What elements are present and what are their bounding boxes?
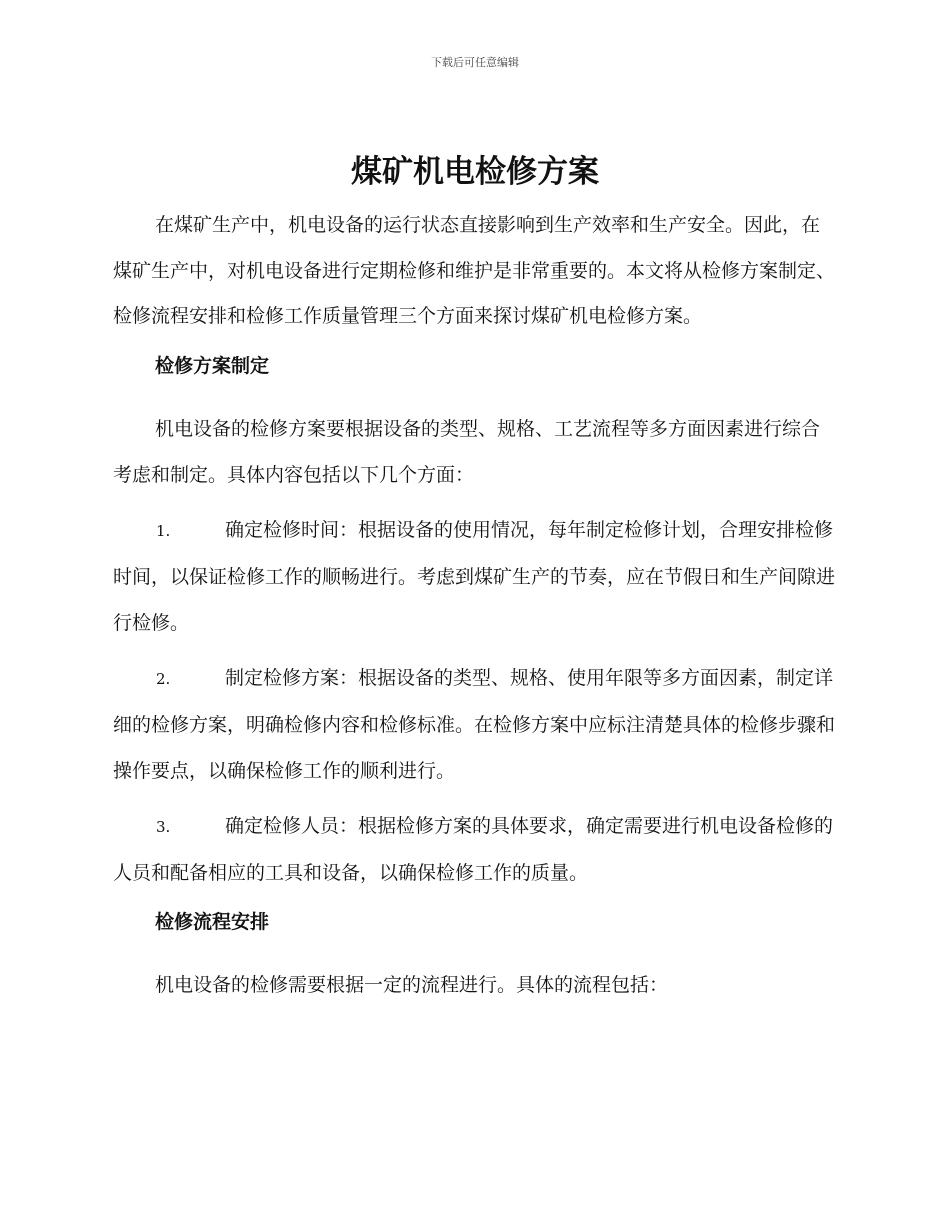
list-item-text: 确定检修时间：根据设备的使用情况，每年制定检修计划，合理安排检修时间，以保证检修工作的顺畅进行。考虑到煤矿生产的节奏，应在节假日和生产间隙进行检修。 <box>113 518 836 634</box>
intro-paragraph: 在煤矿生产中，机电设备的运行状态直接影响到生产效率和生产安全。因此，在煤矿生产中，对机电设备进行定期检修和维护是非常重要的。本文将从检修方案制定、检修流程安排和检修工作质量管理三个方面来探讨煤矿机电检修方案。 <box>113 214 836 327</box>
list-number: 2. <box>156 669 171 688</box>
document-body <box>113 203 835 1008</box>
document-title: 煤矿机电检修方案 <box>351 154 599 190</box>
list-item <box>113 803 835 896</box>
list-number: 1. <box>156 521 171 540</box>
section-plan-intro: 机电设备的检修方案要根据设备的类型、规格、工艺流程等多方面因素进行综合考虑和制定。具体内容包括以下几个方面： <box>113 417 821 486</box>
list-item-text: 确定检修人员：根据检修方案的具体要求，确定需要进行机电设备检修的人员和配备相应的工具和设备，以确保检修工作的质量。 <box>113 814 834 884</box>
section-process-intro: 机电设备的检修需要根据一定的流程进行。具体的流程包括： <box>155 973 669 996</box>
section-heading-process: 检修流程安排 <box>155 910 270 933</box>
list-item <box>113 507 835 646</box>
header-note: 下载后可任意编辑 <box>431 56 519 69</box>
list-number: 3. <box>156 817 171 836</box>
list-item-text: 制定检修方案：根据设备的类型、规格、使用年限等多方面因素，制定详细的检修方案，明确检修内容和检修标准。在检修方案中应标注清楚具体的检修步骤和操作要点，以确保检修工作的顺利进行。 <box>113 666 836 782</box>
section-heading-plan: 检修方案制定 <box>155 354 270 377</box>
list-item <box>113 655 835 794</box>
